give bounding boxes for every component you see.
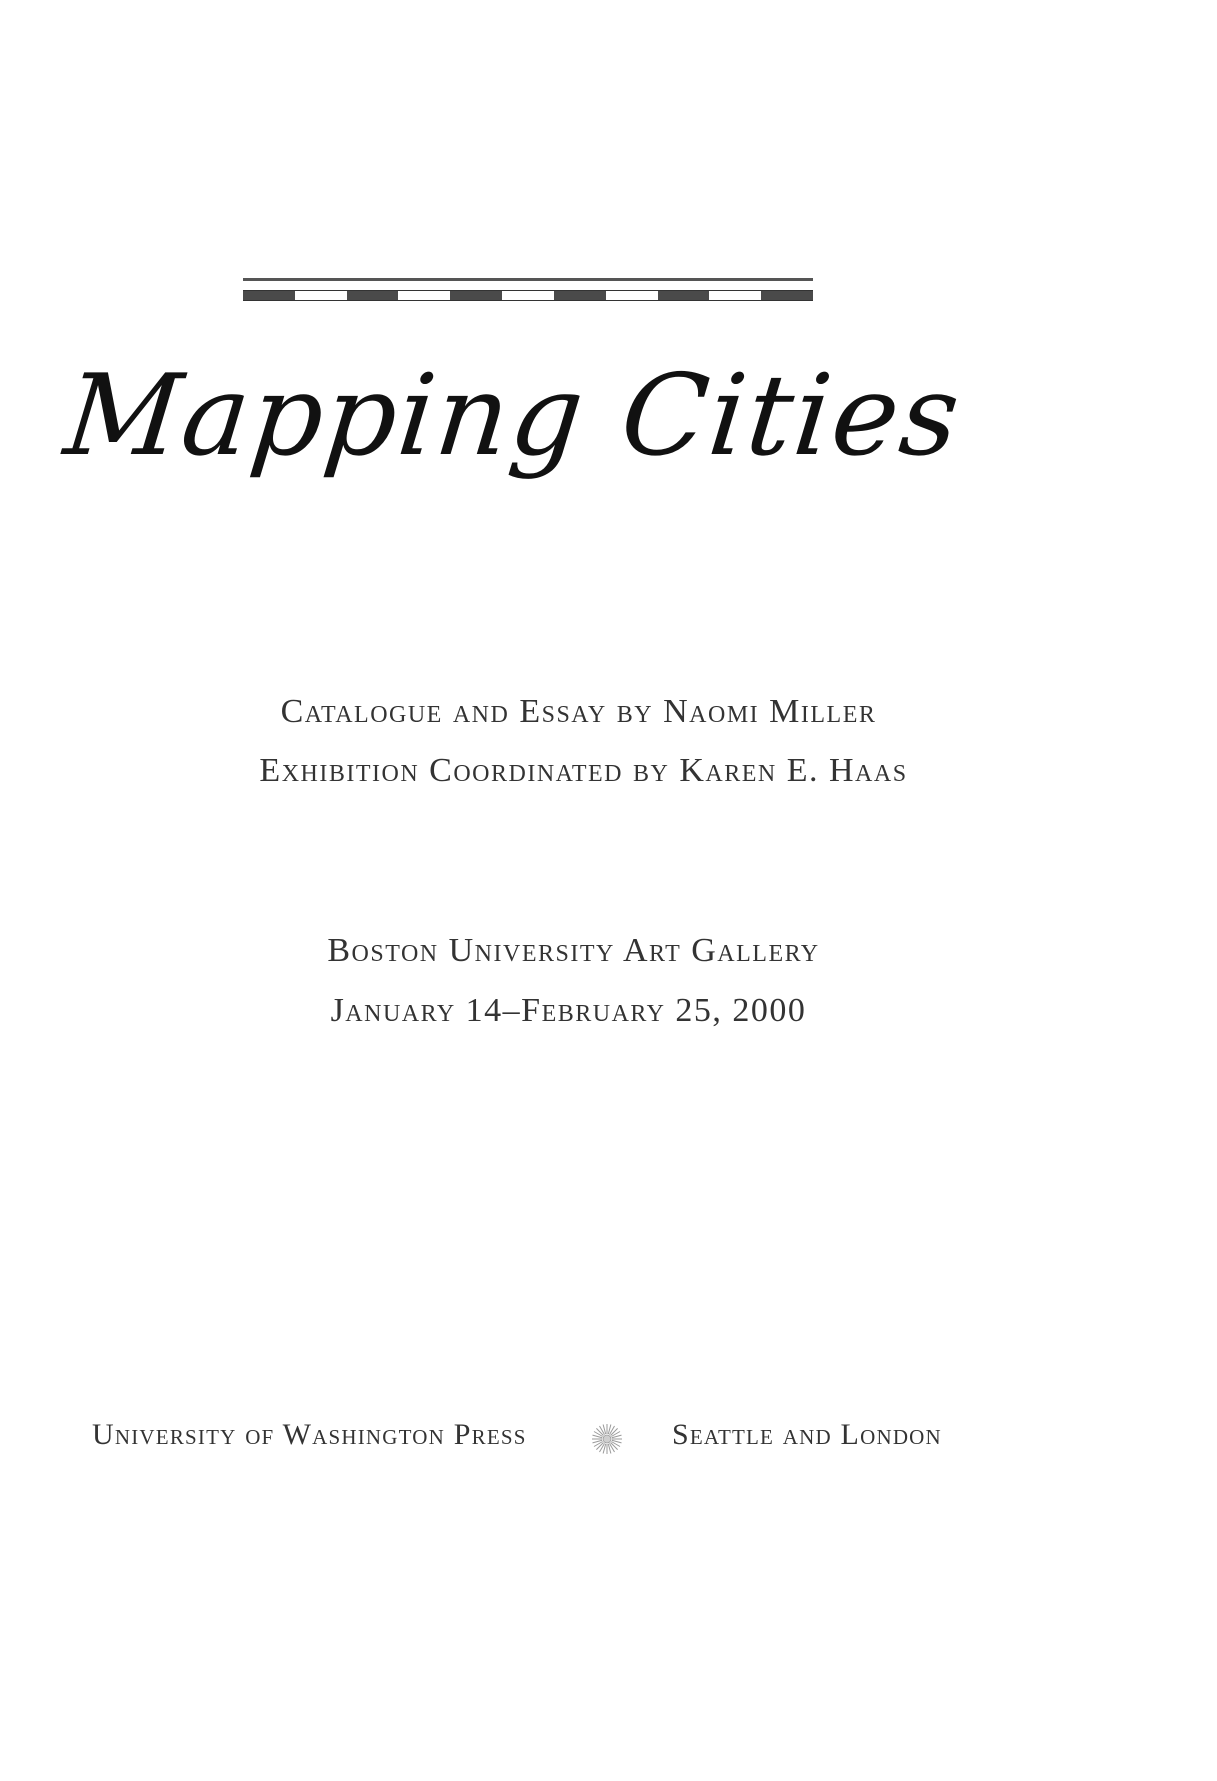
publisher-line [0, 1418, 1217, 1458]
scale-bar-icon [243, 278, 813, 302]
scale-bar-segment [554, 291, 606, 300]
catalogue-credit: Catalogue and Essay by Naomi Miller [280, 693, 877, 730]
scale-bar-rule [243, 278, 813, 281]
book-title: Mapping Cities [59, 351, 968, 481]
scale-bar-segment [709, 291, 761, 300]
scale-bar-segment [243, 291, 295, 300]
scale-bar-segment [347, 291, 399, 300]
scale-bar-segment [295, 291, 347, 300]
publisher-name: University of Washington Press [92, 1418, 527, 1451]
exhibition-venue: Boston University Art Gallery [327, 932, 820, 969]
scale-bar-segment [658, 291, 710, 300]
coordinator-credit: Exhibition Coordinated by Karen E. Haas [259, 752, 908, 789]
scale-bar-segment [398, 291, 450, 300]
scale-bar-segment [502, 291, 554, 300]
scale-bar-segment [606, 291, 658, 300]
publisher-location: Seattle and London [672, 1418, 942, 1451]
scale-bar-segments [243, 290, 813, 301]
scale-bar-segment [450, 291, 502, 300]
press-emblem-icon [590, 1422, 624, 1456]
scale-bar-segment [761, 291, 813, 300]
exhibition-dates: January 14–February 25, 2000 [330, 992, 807, 1029]
